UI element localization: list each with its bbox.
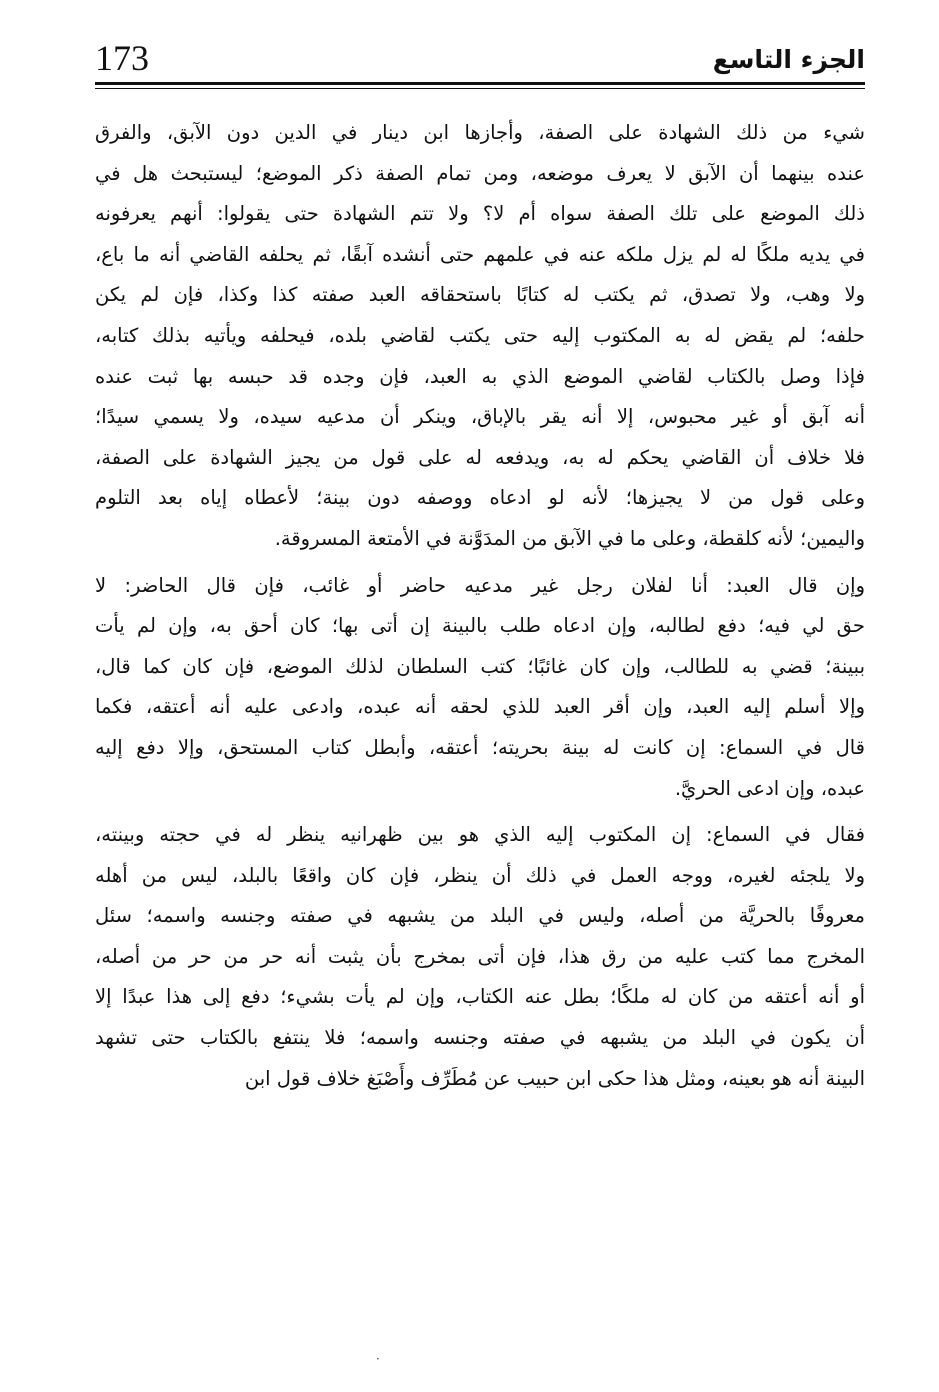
text-line: فقال في السماع: إن المكتوب إليه الذي هو بين ظهرانيه ينظر له في حجته وبينته، <box>95 823 865 847</box>
page-header <box>95 30 865 86</box>
text-line: ذلك الموضع على تلك الصفة سواه أم لا؟ ولا تتم الشهادة حتى يقولوا: أنهم يعرفونه <box>95 202 865 226</box>
text-line: شيء من ذلك الشهادة على الصفة، وأجازها ابن دينار في الدين دون الآبق، والفرق <box>95 121 865 144</box>
text-line: ببينة؛ قضي به للطالب، وإن كان غائبًا؛ كتب السلطان لذلك الموضع، فإن كان كما قال، <box>95 654 865 678</box>
paragraph <box>95 815 865 1099</box>
text-line: البينة أنه هو بعينه، ومثل هذا حكى ابن حبيب عن مُطَرِّف وأَصْبَغ خلاف قول ابن <box>244 1066 865 1090</box>
text-line: فلا خلاف أن القاضي يحكم له به، ويدفعه له على قول من يجيز الشهادة على الصفة، <box>95 445 865 469</box>
text-line: ولا يلجئه لغيره، ووجه العمل في ذلك أن ينظر، فإن كان واقعًا بالبلد، ليس من أهله <box>95 863 865 887</box>
text-line: قال في السماع: إن كانت له بينة بحريته؛ أعتقه، وأبطل كتاب المستحق، وإلا دفع إليه <box>95 735 865 759</box>
text-line: حلفه؛ لم يقض له به المكتوب إليه حتى يكتب لقاضي بلده، فيحلفه ويأتيه بذلك كتابه، <box>95 323 865 347</box>
text-line: المخرج مما كتب عليه من رق هذا، فإن أتى بمخرج بأن يثبت أنه حر من حر من أصله، <box>95 944 865 968</box>
text-line: في يديه ملكًا له لم يزل ملكه عنه في علمهم حتى أنشده آبقًا، ثم يحلفه القاضي أنه ما باع، <box>95 242 865 266</box>
text-line: فإذا وصل بالكتاب لقاضي الموضع الذي به العبد، فإن وجده قد حبسه بها ثبت عنده <box>95 364 865 388</box>
paragraph <box>95 566 865 810</box>
text-line: أن يكون في البلد من يشبهه في صفته وجنسه واسمه؛ فلا ينتفع بالكتاب حتى تشهد <box>95 1026 865 1050</box>
text-line: وإلا أسلم إليه العبد، وإن أقر العبد للذي لحقه أنه عبده، وادعى عليه أنه أعتقه، فكما <box>95 695 865 719</box>
footer-mark: · <box>376 1352 380 1366</box>
page-number: 173 <box>95 38 149 78</box>
text-line: حق لي فيه؛ دفع لطالبه، وإن ادعاه طلب بالبينة إن أتى بها؛ كان أحق به، وإن لم يأت <box>95 614 865 638</box>
text-line: أو أنه أعتقه من كان له ملكًا؛ بطل عنه الكتاب، وإن لم يأت بشيء؛ دفع إلى هذا عبدًا إلا <box>95 985 865 1009</box>
text-line: ولا وهب، ولا تصدق، ثم يكتب له كتابًا باستحقاقه العبد صفته كذا وكذا، فإن لم يكن <box>95 283 865 307</box>
running-title: الجزء التاسع <box>712 45 865 74</box>
text-line: عبده، وإن ادعى الحريَّ. <box>674 776 865 800</box>
body-text <box>95 113 865 1099</box>
text-line: وإن قال العبد: أنا لفلان رجل غير مدعيه حاضر أو غائب، فإن قال الحاضر: لا <box>95 573 865 597</box>
paragraph <box>95 113 865 560</box>
text-line: أنه آبق أو غير محبوس، إلا أنه يقر بالإباق، وينكر أن مدعيه سيده، ولا يسمي سيدًا؛ <box>95 405 865 429</box>
text-line: واليمين؛ لأنه كلقطة، وعلى ما في الآبق من المدَوَّنة في الأمتعة المسروقة. <box>274 526 865 550</box>
text-line: معروفًا بالحريَّة من أصله، وليس في البلد من يشبهه في صفته وجنسه واسمه؛ سئل <box>95 904 865 928</box>
header-rule-thick <box>95 82 865 85</box>
header-rule-thin <box>95 88 865 89</box>
text-line: عنده بينهما أن الآبق لا يعرف موضعه، ومن تمام الصفة ذكر الموضع؛ ليستبحث هل في <box>95 161 865 185</box>
text-line: وعلى قول من لا يجيزها؛ لأنه لو ادعاه ووصفه دون بينة؛ لأعطاه إياه بعد التلوم <box>95 486 865 510</box>
